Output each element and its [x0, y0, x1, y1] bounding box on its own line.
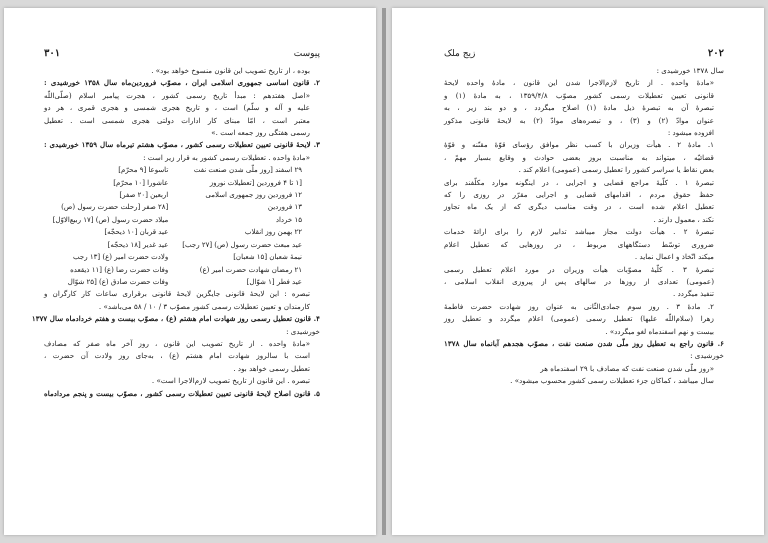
text-line: ۱. مادهٔ ۲ . هیأت وزیران با کسب نظر موافق رؤسای قوّهٔ مقنّنه و قوّهٔ: [444, 140, 714, 150]
text-line: زهرا (سلام‌اللّه علیها) تعطیل رسمی (عمومی) اعلام میگردد و تعطیل روز: [444, 314, 714, 324]
text-line: «مادهٔ واحده . از تاریخ لازم‌الاجرا شدن این قانون ، مادهٔ واحده لایحهٔ: [444, 78, 714, 88]
text-line: میکند اتّخاذ و اعمال نماید .: [634, 252, 714, 262]
holiday-entry: وفات حضرت رضا (ع) [۱۱ ذیقعده: [70, 265, 169, 274]
holiday-entry: ۱۳ فروردین: [267, 203, 302, 212]
text-line: ۶. قانون راجع به تعطیل روز ملّی شدن صنعت نفت ، مصوّب هجدهم آبانماه سال ۱۳۷۸: [444, 338, 724, 348]
text-line: بعض نقاط یا سراسر کشور را تعطیل رسمی (عمومی) اعلام کند .: [518, 165, 714, 175]
text-line: است با سالروز شهادت امام هشتم (ع) ، به‌جای روز ولادت آن حضرت ،: [44, 351, 310, 361]
holiday-entry: ۱۲ فروردین روز جمهوری اسلامی: [205, 191, 302, 200]
running-title: زیج ملک: [444, 48, 476, 59]
holiday-list: [44, 164, 320, 288]
text-line: تبصرهٔ آن به تبصرهٔ ذیل مادهٔ (۱) اصلاح میگردد ، و دو بند زیر ، به: [444, 103, 715, 113]
right-page: [392, 8, 764, 535]
page-number: ۳۰۱: [44, 48, 61, 59]
holiday-entry: ۲۱ رمضان شهادت حضرت امیر (ع): [199, 265, 302, 274]
holiday-entry: عید قربان [۱۰ ذیحجّه]: [104, 228, 169, 237]
text-line: افزوده میشود :: [667, 128, 714, 138]
text-line: ۲. مادهٔ ۳ . روز سوم جمادی‌الثّانی به عنوان روز شهادت حضرت فاطمهٔ: [444, 301, 714, 311]
text-line: ۲. قانون اساسی جمهوری اسلامی ایران ، مصوّب فروردین‌ماه سال ۱۳۵۸ خورشیدی :: [44, 78, 320, 88]
holiday-entry: ولادت حضرت امیر (ع) [۱۳ رجب: [73, 253, 169, 262]
page-header: [44, 48, 320, 59]
text-line: ضروری توسّط دستگاههای مربوط ، در روزهایی که تعطیل اعلام: [444, 239, 714, 249]
holiday-entry: ۲۹ اسفند [روز ملّی شدن صنعت نفت: [193, 166, 302, 175]
right-page-body: [444, 65, 724, 388]
text-line: تبصره . این قانون از تاریخ تصویب لازم‌الاجرا است» .: [151, 376, 310, 386]
holiday-entry: میلاد حضرت رسول (ص) [۱۷ ربیع‌الاوّل]: [52, 215, 169, 224]
holiday-entry: تاسوعا [۹ محرّم]: [118, 166, 169, 175]
text-line: خورشیدی :: [690, 351, 724, 361]
page-header: [444, 48, 724, 59]
text-line: «اصل هفتدهم : مبدأ تاریخ رسمی کشور ، هجرت پیامبر اسلام (صلّی‌اللّه: [44, 90, 310, 100]
text-line: سال ۱۳۷۸ خورشیدی :: [656, 66, 724, 75]
text-line: رسمی هفتگی روز جمعه است .»: [211, 128, 310, 138]
text-line: نکند ، معمول دارند .: [653, 214, 714, 224]
holiday-entry: عاشورا [۱۰ محرّم]: [113, 178, 169, 187]
left-page: [4, 8, 376, 535]
text-line: «روز ملّی شدن صنعت نفت که مصادف با ۲۹ اسفندماه هر: [540, 363, 714, 373]
text-line: بوده ، از تاریخ تصویب این قانون منسوخ خواهد بود» .: [151, 66, 310, 75]
holiday-entry: عید فطر [۱ شوّال]: [246, 277, 302, 286]
text-line: «مادهٔ واحده . از تاریخ تصویب این قانون ، روز آخر ماه صفر که مصادف: [44, 338, 310, 348]
left-page-body-bottom: [31, 288, 320, 400]
holiday-entry: عید غدیر [۱۸ ذیحجّه]: [107, 240, 169, 249]
text-line: قضائیّه ، میتواند به مناسبت بروز بعضی حوادث و وقایع بسیار مهمّ ،: [444, 152, 714, 162]
text-line: عنوان موادّ (۲) و (۳) ، و تبصره‌های موادّ (۲) به لایحهٔ قانونی مذکور: [444, 115, 714, 125]
left-page-body-top: [44, 65, 320, 164]
text-line: تنفیذ میگردد .: [673, 289, 714, 299]
text-line: حفظ حقوق مردم ، اقدامهای قضایی و اجرایی مقرّر در روزی را که: [444, 190, 714, 200]
text-line: ۴. قانون تعطیل رسمی روز شهادت امام هشتم (ع) ، مصوّب بیست و هفتم خردادماه سال ۱۳۷۷: [31, 314, 320, 324]
text-line: (عمومی) تعدادی از روزها در سالهای پس از پیروزی انقلاب اسلامی ،: [444, 276, 714, 286]
text-line: قانونی تعیین تعطیلات رسمی کشور مصوّب ۱۳۵۹/۴/۸ ، به مادهٔ (۱) و: [444, 90, 715, 100]
text-line: تعطیل رسمی خواهد بود .: [233, 363, 310, 373]
text-line: معتبر است ، امّا مبنای کار ادارات دولتی هجری شمسی است . تعطیل: [44, 115, 310, 125]
holiday-entry: [۲۸ صفر [رحلت حضرت رسول (ص): [61, 203, 169, 212]
text-line: تبصره : این لایحهٔ قانونی جایگزین لایحهٔ قانونی برقراری ساعات کار کارگران و: [44, 289, 310, 299]
text-line: تبصرهٔ ۳ . کلّیهٔ مصوّبات هیأت وزیران در مورد اعلام تعطیل رسمی: [444, 264, 715, 274]
text-line: بیست و نهم اسفندماه لغو میگردد» .: [605, 326, 714, 336]
holiday-entry: وفات حضرت صادق (ع) [۲۵ شوّال: [67, 277, 169, 286]
holiday-entry: عید مبعث حضرت رسول (ص) [۲۷ رجب]: [182, 240, 302, 249]
holiday-entry: ۲۲ بهمن روز انقلاب: [244, 228, 302, 237]
text-line: «مادهٔ واحده . تعطیلات رسمی کشور به قرار زیر است :: [143, 152, 310, 162]
holiday-entry: [۱ تا ۴ فروردین [تعطیلات نوروز: [209, 178, 302, 187]
text-line: تبصرهٔ ۲ . هیأت دولت مجاز میباشد تدابیر لازم را برای ارائهٔ خدمات: [444, 227, 714, 237]
text-line: علیه و آله و سلّم) است ، و تاریخ هجری شمسی و هجری قمری ، هر دو: [44, 103, 310, 113]
book-gutter: [382, 8, 386, 535]
running-title: پیوست: [293, 48, 320, 59]
text-line: سال میباشد ، کماکان جزء تعطیلات رسمی کشور محسوب میشود» .: [510, 376, 714, 386]
holiday-entry: اربعین [۲۰ صفر]: [119, 191, 169, 200]
text-line: ۳. لایحهٔ قانونی تعیین تعطیلات رسمی کشور ، مصوّب هشتم تیرماه سال ۱۳۵۹ خورشیدی :: [44, 140, 321, 150]
text-line: تبصرهٔ ۱ . کلّیهٔ مراجع قضایی و اجرایی ، در اینگونه موارد مکلّفند برای: [444, 177, 714, 187]
holiday-entry: ۱۵ خرداد: [275, 215, 302, 224]
page-number: ۲۰۲: [707, 48, 724, 59]
text-line: کارمندان و تعیین تعطیلات رسمی کشور مصوّب ۳ / ۱۰ / ۵۸ می‌باشد» .: [98, 301, 310, 311]
holiday-entry: نیمهٔ شعبان [۱۵ شعبان]: [233, 253, 302, 262]
text-line: ۵. قانون اصلاح لایحهٔ قانونی تعیین تعطیلات رسمی کشور ، مصوّب بیست و پنجم مردادماه: [44, 388, 320, 398]
text-line: خورشیدی :: [286, 326, 320, 336]
text-line: تعطیل اعلام شده است ، در وقت مناسب دیگری که از یک ماه تجاوز: [444, 202, 714, 212]
